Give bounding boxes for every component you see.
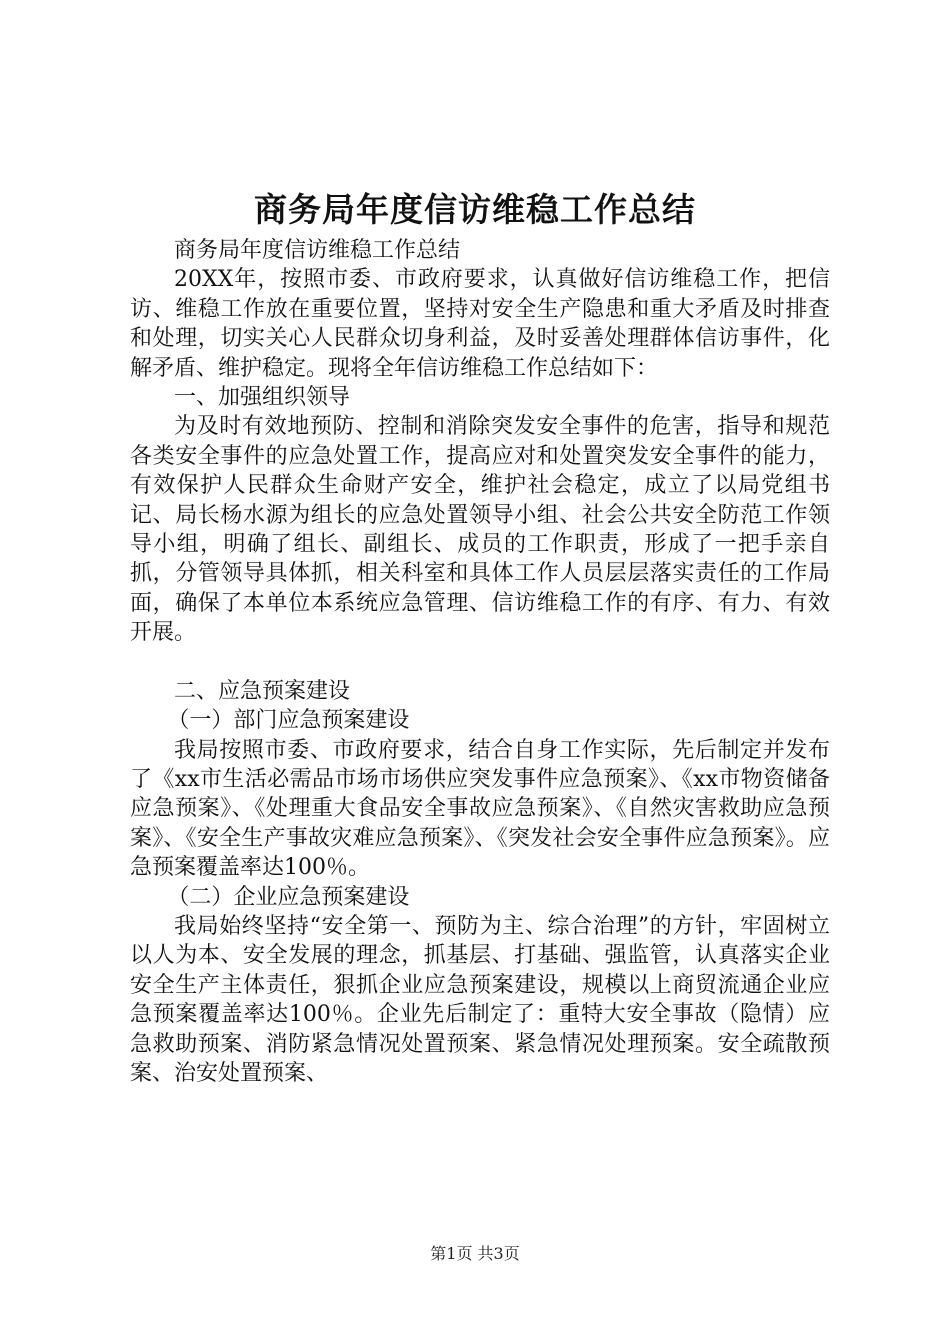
paragraph-subsection-1: 我局按照市委、市政府要求，结合自身工作实际，先后制定并发布了《xx市生活必需品市场市场供应突发事件应急预案》、《xx市物资储备应急预案》、《处理重大食品安全事故应急预案》、《自然灾害救助应急预案》、《安全生产事故灾难应急预案》、《突发社会安全事件应急预案》。应急预案覆盖率达100％。 [130,737,830,881]
paragraph-heading-repeat: 商务局年度信访维稳工作总结 [174,238,461,263]
document-title: 商务局年度信访维稳工作总结 [254,190,696,229]
page-footer: 第1页 共3页 [430,1244,520,1263]
subsection-heading-2: （二）企业应急预案建设 [167,884,410,910]
document-body [130,236,830,1088]
section-heading-1: 一、加强组织领导 [174,385,351,411]
section-heading-2: 二、应急预案建设 [174,678,351,704]
subsection-heading-1: （一）部门应急预案建设 [167,708,410,734]
paragraph-section-1: 为及时有效地预防、控制和消除突发安全事件的危害，指导和规范各类安全事件的应急处置工作，提高应对和处置突发安全事件的能力，有效保护人民群众生命财产安全，维护社会稳定，成立了以局党组书记、局长杨水源为组长的应急处置领导小组、社会公共安全防范工作领导小组，明确了组长、副组长、成员的工作职责，形成了一把手亲自抓，分管领导具体抓，相关科室和具体工作人员层层落实责任的工作局面，确保了本单位本系统应急管理、信访维稳工作的有序、有力、有效开展。 [130,414,830,646]
paragraph-subsection-2: 我局始终坚持“安全第一、预防为主、综合治理”的方针，牢固树立以人为本、安全发展的理念，抓基层、打基础、强监管，认真落实企业安全生产主体责任，狠抓企业应急预案建设，规模以上商贸流通企业应急预案覆盖率达100％。企业先后制定了：重特大安全事故（隐情）应急救助预案、消防紧急情况处置预案、紧急情况处理预案。安全疏散预案、治安处置预案、 [130,913,830,1086]
paragraph-intro: 20XX年，按照市委、市政府要求，认真做好信访维稳工作，把信访、维稳工作放在重要位置，坚持对安全生产隐患和重大矛盾及时排查和处理，切实关心人民群众切身利益，及时妥善处理群体信访事件，化解矛盾、维护稳定。现将全年信访维稳工作总结如下： [130,267,830,381]
